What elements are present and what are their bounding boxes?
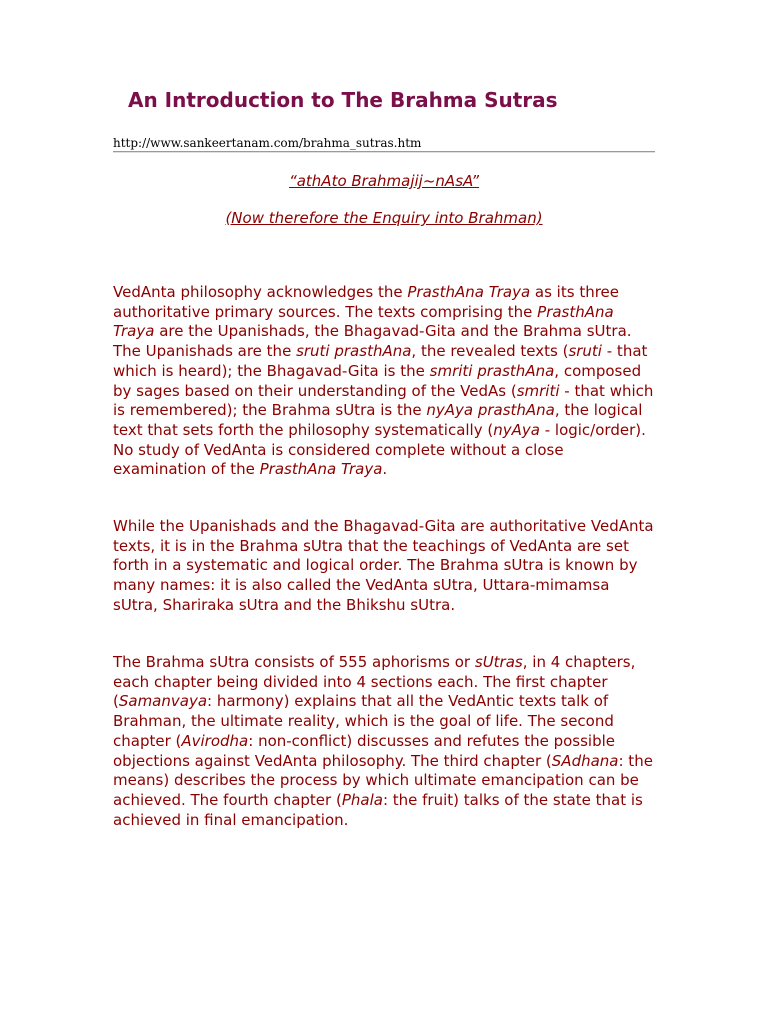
paragraph-prasthana-traya bbox=[113, 283, 658, 480]
emphasis-term: sruti prasthAna bbox=[296, 342, 412, 361]
horizontal-rule bbox=[113, 151, 655, 153]
emphasis-term: Phala bbox=[341, 790, 383, 809]
emphasis-term: sruti bbox=[568, 342, 602, 361]
text-run: - logic/order). No study of VedAnta is considered complete without a close examination of the bbox=[113, 420, 646, 479]
text-run: are the Upanishads, the Bhagavad-Gita and the Brahma sUtra. The Upanishads are the bbox=[113, 322, 632, 361]
emphasis-term: nyAya bbox=[493, 420, 540, 439]
text-run: - that which is heard); the Bhagavad-Gita is the bbox=[113, 342, 648, 380]
text-run: VedAnta philosophy acknowledges the bbox=[113, 283, 408, 301]
sanskrit-verse: “athAto Brahmajij~nAsA” bbox=[288, 172, 480, 190]
emphasis-term: PrasthAna Traya bbox=[113, 302, 614, 341]
emphasis-term: PrasthAna Traya bbox=[407, 283, 531, 301]
text-run: , composed by sages based on their understanding of the VedAs ( bbox=[113, 361, 642, 400]
text-run: , the logical text that sets forth the philosophy systematically ( bbox=[113, 401, 643, 439]
text-run: as its three authoritative primary sources. The texts comprising the bbox=[113, 283, 619, 321]
text-run: : harmony) explains that all the VedAntic texts talk of Brahman, the ultimate reality, which is the goal of life. The second chapter ( bbox=[113, 692, 614, 750]
paragraph-brahma-sutra-names: While the Upanishads and the Bhagavad-Gita are authoritative VedAnta texts, it is in the Brahma sUtra that the teachings of VedAnta are set forth in a systematic and logical order. The Brahma sUtra is known by many names: it is also called the VedAnta sUtra, Uttara-mimamsa sUtra, Shariraka sUtra and the Bhikshu sUtra. bbox=[113, 517, 654, 614]
text-run: , in 4 chapters, each chapter being divided into 4 sections each. The first chapter ( bbox=[113, 653, 636, 711]
source-url: http://www.sankeertanam.com/brahma_sutras.htm bbox=[113, 136, 422, 150]
text-run: . bbox=[382, 460, 388, 479]
emphasis-term: PrasthAna Traya bbox=[259, 460, 383, 479]
emphasis-term: Samanvaya bbox=[118, 692, 208, 711]
text-run: : the means) describes the process by which ultimate emancipation can be achieved. The fourth chapter ( bbox=[113, 751, 653, 809]
text-run: , the revealed texts ( bbox=[411, 342, 569, 361]
emphasis-term: smriti prasthAna bbox=[429, 361, 555, 380]
emphasis-term: smriti bbox=[516, 381, 560, 400]
text-run: : non-conflict) discusses and refutes the possible objections against VedAnta philosophy. The third chapter ( bbox=[113, 731, 616, 770]
text-run: - that which is remembered); the Brahma sUtra is the bbox=[113, 381, 654, 420]
paragraph-chapters bbox=[113, 653, 658, 830]
emphasis-term: sUtras bbox=[474, 653, 523, 671]
text-run: : the fruit) talks of the state that is achieved in final emancipation. bbox=[113, 790, 643, 829]
emphasis-term: nyAya prasthAna bbox=[426, 401, 555, 420]
emphasis-term: SAdhana bbox=[551, 751, 619, 770]
verse-translation: (Now therefore the Enquiry into Brahman) bbox=[225, 209, 543, 227]
text-run: The Brahma sUtra consists of 555 aphorisms or bbox=[113, 653, 475, 671]
page-title: An Introduction to The Brahma Sutras bbox=[128, 88, 558, 112]
emphasis-term: Avirodha bbox=[181, 731, 249, 750]
